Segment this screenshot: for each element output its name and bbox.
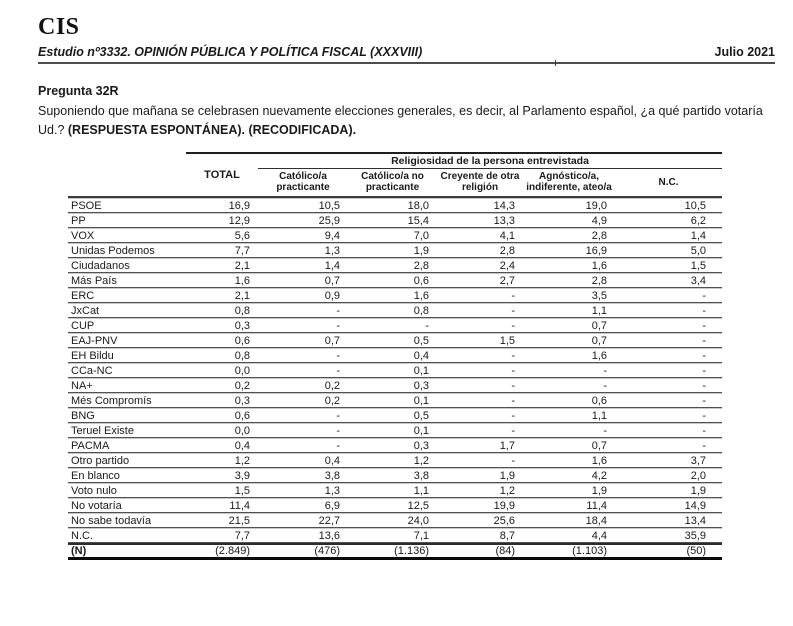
table-row — [68, 198, 722, 213]
table-row — [68, 303, 722, 318]
cell-value: 1,6 — [523, 258, 615, 273]
cell-value: (1.103) — [523, 543, 615, 560]
cell-value: 0,6 — [186, 333, 258, 348]
study-row — [38, 45, 775, 59]
column-header-creyente-otra-religion: Creyente de otra religión — [437, 169, 523, 198]
cell-value: - — [523, 363, 615, 378]
cell-value: 14,9 — [615, 498, 722, 513]
row-label: NA+ — [68, 378, 186, 393]
table-row — [68, 513, 722, 528]
table-row — [68, 438, 722, 453]
row-label: No votaría — [68, 498, 186, 513]
cell-value: 3,8 — [348, 468, 437, 483]
cell-value: 0,1 — [348, 363, 437, 378]
cell-value: 10,5 — [258, 198, 348, 213]
cell-value: 0,7 — [523, 333, 615, 348]
cell-value: 0,8 — [186, 303, 258, 318]
row-label: Ciudadanos — [68, 258, 186, 273]
cell-value: - — [437, 393, 523, 408]
cell-value: 1,1 — [523, 408, 615, 423]
cell-value: 12,9 — [186, 213, 258, 228]
column-header-total: TOTAL — [186, 152, 258, 198]
cell-value: - — [437, 378, 523, 393]
row-label: Más País — [68, 273, 186, 288]
row-label: En blanco — [68, 468, 186, 483]
cell-value: 6,9 — [258, 498, 348, 513]
row-label: VOX — [68, 228, 186, 243]
results-table-wrapper — [68, 152, 722, 560]
cell-value: - — [615, 438, 722, 453]
cell-value: 18,0 — [348, 198, 437, 213]
cell-value: 5,6 — [186, 228, 258, 243]
row-label: (N) — [68, 543, 186, 560]
cell-value: 3,7 — [615, 453, 722, 468]
cell-value: 24,0 — [348, 513, 437, 528]
cell-value: - — [615, 408, 722, 423]
cell-value: 0,0 — [186, 363, 258, 378]
cell-value: (476) — [258, 543, 348, 560]
cell-value: - — [258, 423, 348, 438]
table-row — [68, 333, 722, 348]
row-label: BNG — [68, 408, 186, 423]
cell-value: 25,6 — [437, 513, 523, 528]
table-row — [68, 483, 722, 498]
cell-value: - — [615, 303, 722, 318]
cell-value: - — [258, 303, 348, 318]
cell-value: - — [437, 348, 523, 363]
cell-value: 2,8 — [437, 243, 523, 258]
cell-value: - — [615, 423, 722, 438]
cell-value: 1,5 — [437, 333, 523, 348]
cell-value: 0,1 — [348, 423, 437, 438]
table-row — [68, 378, 722, 393]
cell-value: 0,5 — [348, 333, 437, 348]
cell-value: 2,8 — [523, 273, 615, 288]
cell-value: - — [258, 348, 348, 363]
cell-value: - — [523, 423, 615, 438]
cell-value: 0,8 — [348, 303, 437, 318]
cell-value: 2,8 — [523, 228, 615, 243]
cell-value: - — [615, 318, 722, 333]
cell-value: 19,0 — [523, 198, 615, 213]
cell-value: - — [437, 363, 523, 378]
table-row — [68, 408, 722, 423]
row-label: ERC — [68, 288, 186, 303]
cell-value: 2,0 — [615, 468, 722, 483]
cell-value: 0,1 — [348, 393, 437, 408]
question-text-regular: Suponiendo que mañana se celebrasen nuevamente elecciones generales, es decir, al Parlamento español, ¿a qué partido votaría Ud.? — [38, 104, 763, 137]
cell-value: 35,9 — [615, 528, 722, 543]
table-row — [68, 423, 722, 438]
cell-value: 0,2 — [258, 378, 348, 393]
cell-value: - — [615, 333, 722, 348]
cell-value: 4,9 — [523, 213, 615, 228]
cell-value: 0,3 — [186, 318, 258, 333]
cell-value: - — [437, 303, 523, 318]
cell-value: - — [258, 363, 348, 378]
cell-value: 7,1 — [348, 528, 437, 543]
cell-value: 0,8 — [186, 348, 258, 363]
cell-value: 0,4 — [258, 453, 348, 468]
column-header-catolico-no-practicante: Católico/a no practicante — [348, 169, 437, 198]
cell-value: 7,0 — [348, 228, 437, 243]
table-body — [68, 198, 722, 560]
cell-value: 21,5 — [186, 513, 258, 528]
cell-value: - — [615, 288, 722, 303]
table-row — [68, 318, 722, 333]
row-label: PP — [68, 213, 186, 228]
cell-value: 0,6 — [523, 393, 615, 408]
cell-value: 1,9 — [348, 243, 437, 258]
row-label: Més Compromís — [68, 393, 186, 408]
cell-value: 1,1 — [348, 483, 437, 498]
row-label: EH Bildu — [68, 348, 186, 363]
cell-value: 8,7 — [437, 528, 523, 543]
cell-value: - — [437, 318, 523, 333]
cell-value: 15,4 — [348, 213, 437, 228]
cell-value: - — [615, 363, 722, 378]
row-label: PSOE — [68, 198, 186, 213]
cell-value: 1,1 — [523, 303, 615, 318]
cell-value: 0,2 — [258, 393, 348, 408]
cell-value: 25,9 — [258, 213, 348, 228]
cell-value: - — [258, 438, 348, 453]
cell-value: 0,3 — [348, 378, 437, 393]
cell-value: 14,3 — [437, 198, 523, 213]
cell-value: 0,7 — [523, 318, 615, 333]
table-corner — [68, 152, 186, 198]
report-date: Julio 2021 — [714, 45, 775, 59]
cell-value: 4,4 — [523, 528, 615, 543]
row-label: EAJ-PNV — [68, 333, 186, 348]
table-row — [68, 528, 722, 543]
row-label: No sabe todavía — [68, 513, 186, 528]
cell-value: - — [437, 453, 523, 468]
cell-value: 6,2 — [615, 213, 722, 228]
table-row — [68, 243, 722, 258]
row-label: JxCat — [68, 303, 186, 318]
cis-logo: CIS — [38, 14, 80, 40]
cell-value: - — [615, 393, 722, 408]
table-header — [68, 152, 722, 198]
row-label: N.C. — [68, 528, 186, 543]
cell-value: 1,9 — [523, 483, 615, 498]
cell-value: 1,3 — [258, 243, 348, 258]
cell-value: 0,7 — [258, 333, 348, 348]
cell-value: 1,5 — [615, 258, 722, 273]
cell-value: 7,7 — [186, 243, 258, 258]
study-title: Estudio nº3332. OPINIÓN PÚBLICA Y POLÍTICA FISCAL (XXXVIII) — [38, 45, 423, 59]
cell-value: (1.136) — [348, 543, 437, 560]
cell-value: 1,2 — [437, 483, 523, 498]
cell-value: 1,7 — [437, 438, 523, 453]
cell-value: 18,4 — [523, 513, 615, 528]
column-header-nc: N.C. — [615, 169, 722, 198]
question-text — [38, 102, 775, 139]
cell-value: 2,1 — [186, 288, 258, 303]
cell-value: 0,2 — [186, 378, 258, 393]
cell-value: (2.849) — [186, 543, 258, 560]
cell-value: 3,8 — [258, 468, 348, 483]
cell-value: 2,1 — [186, 258, 258, 273]
cell-value: - — [437, 423, 523, 438]
cell-value: 1,6 — [523, 348, 615, 363]
question-block — [38, 84, 775, 139]
cell-value: 0,7 — [523, 438, 615, 453]
table-row — [68, 453, 722, 468]
cell-value: 2,4 — [437, 258, 523, 273]
cell-value: 9,4 — [258, 228, 348, 243]
question-number: Pregunta 32R — [38, 84, 119, 98]
cell-value: 2,7 — [437, 273, 523, 288]
cell-value: 4,1 — [437, 228, 523, 243]
page-header — [38, 14, 775, 64]
cell-value: 19,9 — [437, 498, 523, 513]
cell-value: 10,5 — [615, 198, 722, 213]
cell-value: 2,8 — [348, 258, 437, 273]
header-rule — [38, 62, 775, 64]
cell-value: 11,4 — [523, 498, 615, 513]
cell-value: 1,4 — [615, 228, 722, 243]
row-label: Unidas Podemos — [68, 243, 186, 258]
row-label: Teruel Existe — [68, 423, 186, 438]
cell-value: 1,5 — [186, 483, 258, 498]
cell-value: 12,5 — [348, 498, 437, 513]
cell-value: 0,6 — [186, 408, 258, 423]
cell-value: 3,4 — [615, 273, 722, 288]
cell-value: 1,6 — [523, 453, 615, 468]
cell-value: - — [523, 378, 615, 393]
cell-value: 0,4 — [186, 438, 258, 453]
table-total-row — [68, 543, 722, 560]
cell-value: - — [615, 348, 722, 363]
row-label: CUP — [68, 318, 186, 333]
cell-value: 0,7 — [258, 273, 348, 288]
table-row — [68, 213, 722, 228]
cell-value: 13,6 — [258, 528, 348, 543]
group-header-religiosidad: Religiosidad de la persona entrevistada — [258, 152, 722, 169]
cell-value: 1,9 — [437, 468, 523, 483]
table-row — [68, 348, 722, 363]
table-row — [68, 288, 722, 303]
cell-value: 1,4 — [258, 258, 348, 273]
table-row — [68, 498, 722, 513]
cell-value: 4,2 — [523, 468, 615, 483]
cell-value: - — [615, 378, 722, 393]
table-row — [68, 228, 722, 243]
cell-value: 13,3 — [437, 213, 523, 228]
cell-value: 1,2 — [186, 453, 258, 468]
row-label: PACMA — [68, 438, 186, 453]
cell-value: (50) — [615, 543, 722, 560]
cell-value: - — [437, 408, 523, 423]
cell-value: 0,4 — [348, 348, 437, 363]
cell-value: - — [258, 408, 348, 423]
cell-value: - — [348, 318, 437, 333]
cell-value: 0,0 — [186, 423, 258, 438]
table-row — [68, 258, 722, 273]
cell-value: - — [437, 288, 523, 303]
cell-value: 1,2 — [348, 453, 437, 468]
cell-value: 0,6 — [348, 273, 437, 288]
cell-value: (84) — [437, 543, 523, 560]
cell-value: 13,4 — [615, 513, 722, 528]
row-label: Voto nulo — [68, 483, 186, 498]
row-label: CCa-NC — [68, 363, 186, 378]
cell-value: 3,9 — [186, 468, 258, 483]
cell-value: - — [258, 318, 348, 333]
table-row — [68, 363, 722, 378]
results-table — [68, 152, 722, 560]
question-text-bold: (RESPUESTA ESPONTÁNEA). (RECODIFICADA). — [67, 122, 357, 137]
rule-tick — [555, 60, 556, 66]
cell-value: 1,3 — [258, 483, 348, 498]
cell-value: 5,0 — [615, 243, 722, 258]
cell-value: 1,6 — [186, 273, 258, 288]
cell-value: 22,7 — [258, 513, 348, 528]
table-row — [68, 273, 722, 288]
cell-value: 0,3 — [186, 393, 258, 408]
cell-value: 11,4 — [186, 498, 258, 513]
table-row — [68, 468, 722, 483]
column-header-catolico-practicante: Católico/a practicante — [258, 169, 348, 198]
cell-value: 0,3 — [348, 438, 437, 453]
cell-value: 16,9 — [523, 243, 615, 258]
table-row — [68, 393, 722, 408]
cell-value: 1,6 — [348, 288, 437, 303]
cell-value: 1,9 — [615, 483, 722, 498]
cell-value: 16,9 — [186, 198, 258, 213]
cell-value: 0,5 — [348, 408, 437, 423]
cell-value: 0,9 — [258, 288, 348, 303]
row-label: Otro partido — [68, 453, 186, 468]
cell-value: 3,5 — [523, 288, 615, 303]
cell-value: 7,7 — [186, 528, 258, 543]
column-header-agnostico: Agnóstico/a, indiferente, ateo/a — [523, 169, 615, 198]
